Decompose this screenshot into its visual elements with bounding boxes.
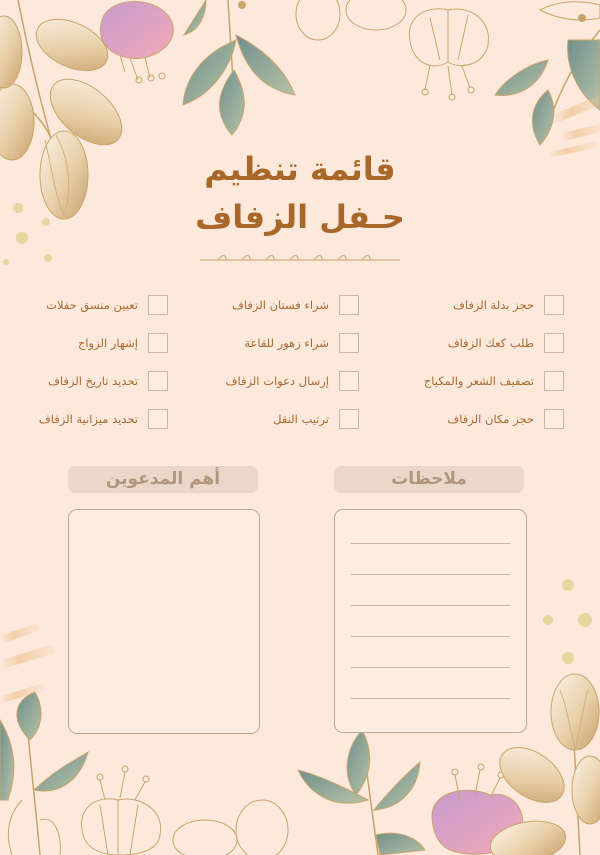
checkbox[interactable] — [148, 295, 168, 315]
checkbox[interactable] — [339, 409, 359, 429]
checklist-item[interactable] — [448, 333, 564, 353]
checklist-item[interactable] — [424, 371, 564, 391]
checklist-item[interactable] — [226, 371, 359, 391]
checklist-item-label: حجز بدلة الزفاف — [452, 298, 534, 312]
checklist-item-label: إرسال دعوات الزفاف — [225, 374, 329, 388]
checklist-item[interactable] — [48, 371, 168, 391]
checkbox[interactable] — [339, 333, 359, 353]
checkbox[interactable] — [339, 371, 359, 391]
checklist-item[interactable] — [39, 409, 168, 429]
ornamental-divider — [198, 252, 402, 266]
note-line — [351, 636, 510, 637]
checklist-item[interactable] — [273, 409, 359, 429]
page-title-line-2: حـفل الزفاف — [195, 198, 405, 236]
note-line — [351, 605, 510, 606]
note-line — [351, 698, 510, 699]
checkbox[interactable] — [544, 333, 564, 353]
checkbox[interactable] — [148, 371, 168, 391]
checklist-item[interactable] — [232, 295, 359, 315]
notes-header: ملاحظات — [334, 466, 524, 493]
checklist-item-label: ترتيب النقل — [273, 412, 329, 426]
checklist-item[interactable] — [46, 295, 168, 315]
checkbox[interactable] — [339, 295, 359, 315]
checklist-item-label: تعيين منسق حفلات — [46, 298, 138, 312]
checklist-item-label: شراء فستان الزفاف — [231, 298, 329, 312]
checklist-item-label: تحديد ميزانية الزفاف — [38, 412, 138, 426]
checkbox[interactable] — [544, 371, 564, 391]
checklist-item[interactable] — [244, 333, 359, 353]
checkbox[interactable] — [544, 295, 564, 315]
guests-header: أهم المدعوين — [68, 466, 258, 493]
checklist-item[interactable] — [453, 295, 564, 315]
checklist-item-label: حجز مكان الزفاف — [447, 412, 534, 426]
page-title-line-1: قائمة تنظيم — [204, 150, 396, 188]
checklist-item-label: تصفيف الشعر والمكياج — [423, 374, 534, 388]
checklist-item-label: شراء زهور للقاعة — [244, 336, 329, 350]
checklist-item-label: تحديد تاريخ الزفاف — [47, 374, 138, 388]
checkbox[interactable] — [148, 333, 168, 353]
checklist-item-label: إشهار الزواج — [77, 336, 138, 350]
note-line — [351, 667, 510, 668]
checklist-item[interactable] — [78, 333, 168, 353]
note-line — [351, 543, 510, 544]
guests-panel[interactable] — [68, 509, 260, 734]
note-line — [351, 574, 510, 575]
notes-panel[interactable] — [334, 509, 527, 733]
checklist-item-label: طلب كعك الزفاف — [447, 336, 534, 350]
checkbox[interactable] — [544, 409, 564, 429]
checklist-item[interactable] — [447, 409, 564, 429]
checkbox[interactable] — [148, 409, 168, 429]
